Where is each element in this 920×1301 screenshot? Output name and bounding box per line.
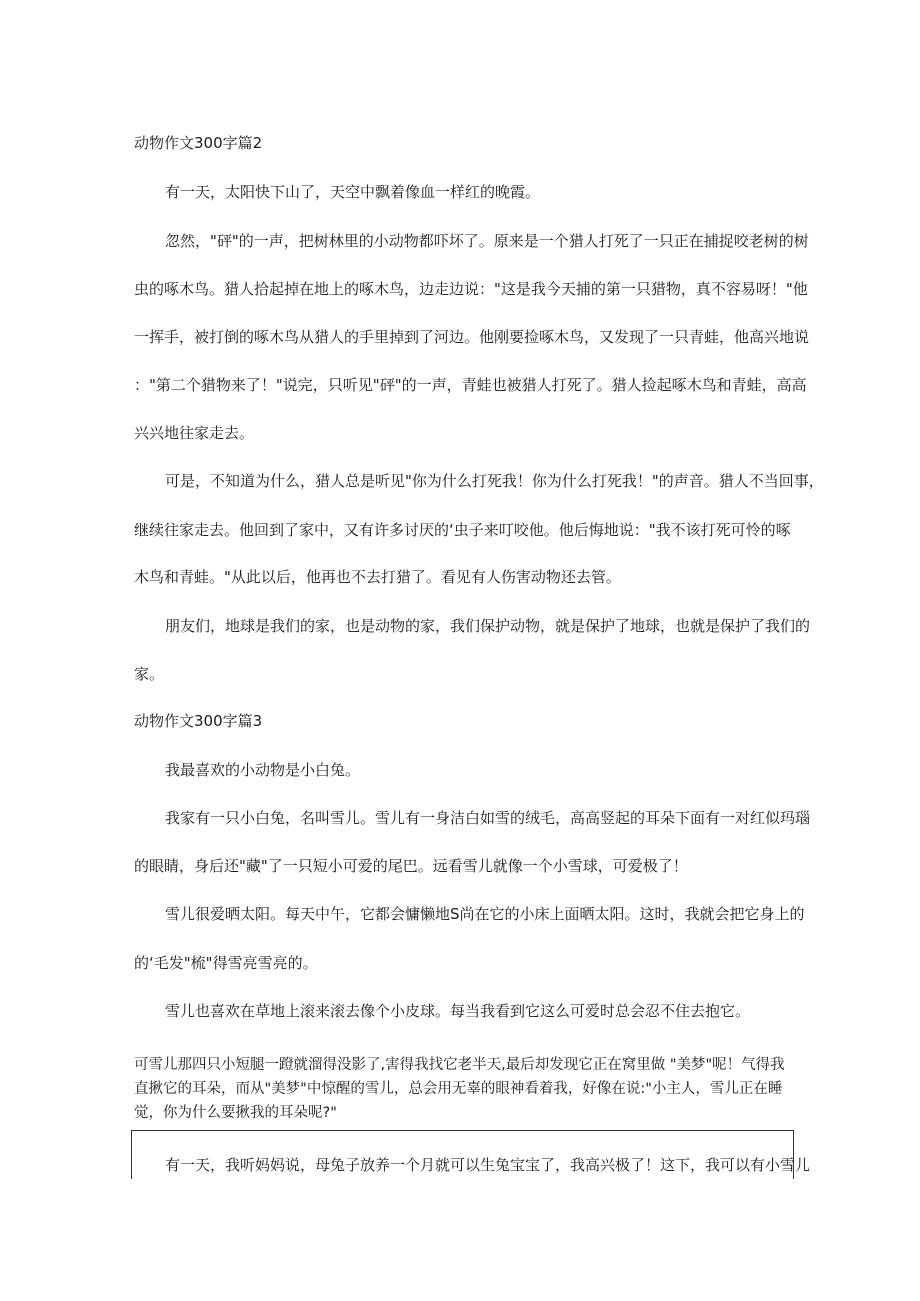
- section3-title: 动物作文300字篇3: [134, 712, 263, 730]
- paragraph-line: 有一天，我听妈妈说，母兔子放养一个月就可以生兔宝宝了，我高兴极了！这下，我可以有小雪儿: [165, 1156, 811, 1174]
- paragraph-line: 一挥手，被打倒的啄木鸟从猎人的手里掉到了河边。他刚要捡啄木鸟，又发现了一只青蛙，他高兴地说: [134, 328, 810, 346]
- paragraph-line: 我家有一只小白兔，名叫雪儿。雪儿有一身洁白如雪的绒毛，高高竖起的耳朵下面有一对红似玛瑙: [165, 809, 811, 827]
- section2-title: 动物作文300字篇2: [134, 134, 263, 152]
- paragraph-line: 可雪儿那四只小短腿一蹬就溜得没影了,害得我找它老半天,最后却发现它正在窝里做 "美梦"呢！气得我: [134, 1057, 785, 1073]
- paragraph-line: 直揪它的耳朵，而从"美梦"中惊醒的雪儿，总会用无辜的眼神看着我，好像在说:"小主人，雪儿正在睡: [134, 1081, 783, 1097]
- paragraph-line: ："第二个猎物来了！"说完，只听见"砰"的一声，青蛙也被猎人打死了。猎人捡起啄木鸟和青蛙，高高: [134, 376, 807, 394]
- paragraph-line: 觉，你为什么要揪我的耳朵呢?": [134, 1105, 337, 1121]
- paragraph-line: 家。: [134, 665, 165, 683]
- paragraph-line: 雪儿也喜欢在草地上滚来滚去像个小皮球。每当我看到它这么可爱时总会忍不住去抱它。: [165, 1002, 751, 1020]
- paragraph-line: 兴兴地往家走去。: [134, 424, 255, 442]
- paragraph-line: 忽然，"砰"的一声，把树林里的小动物都吓坏了。原来是一个猎人打死了一只正在捕捉咬老树的树: [165, 232, 809, 250]
- paragraph-line: 继续往家走去。他回到了家中，又有许多讨厌的‘虫子来叮咬他。他后悔地说："我不该打死可怜的啄: [134, 521, 791, 539]
- paragraph-line: 木鸟和青蛙。"从此以后，他再也不去打猎了。看见有人伤害动物还去管。: [134, 568, 621, 586]
- paragraph-line: 朋友们，地球是我们的家，也是动物的家，我们保护动物，就是保护了地球，也就是保护了我们的: [165, 617, 811, 635]
- paragraph-line: 虫的啄木鸟。猎人拾起掉在地上的啄木鸟，边走边说："这是我今天捕的第一只猎物，真不容易呀！"他: [134, 280, 808, 298]
- paragraph-line: 我最喜欢的小动物是小白兔。: [165, 761, 361, 779]
- paragraph-line: 的‘毛发"梳"得雪亮雪亮的。: [134, 954, 318, 972]
- paragraph-line: 的眼睛，身后还"藏"了一只短小可爱的尾巴。远看雪儿就像一个小雪球，可爱极了！: [134, 857, 688, 875]
- paragraph-line: 有一天，太阳快下山了，天空中飘着像血一样红的晚霞。: [165, 183, 541, 201]
- paragraph-line: 可是，不知道为什么，猎人总是听见"你为什么打死我！你为什么打死我！"的声音。猎人不当回事，: [165, 472, 824, 490]
- paragraph-line: 雪儿很爱晒太阳。每天中午，它都会慵懒地S尚在它的小床上面晒太阳。这时，我就会把它身上的: [165, 905, 805, 923]
